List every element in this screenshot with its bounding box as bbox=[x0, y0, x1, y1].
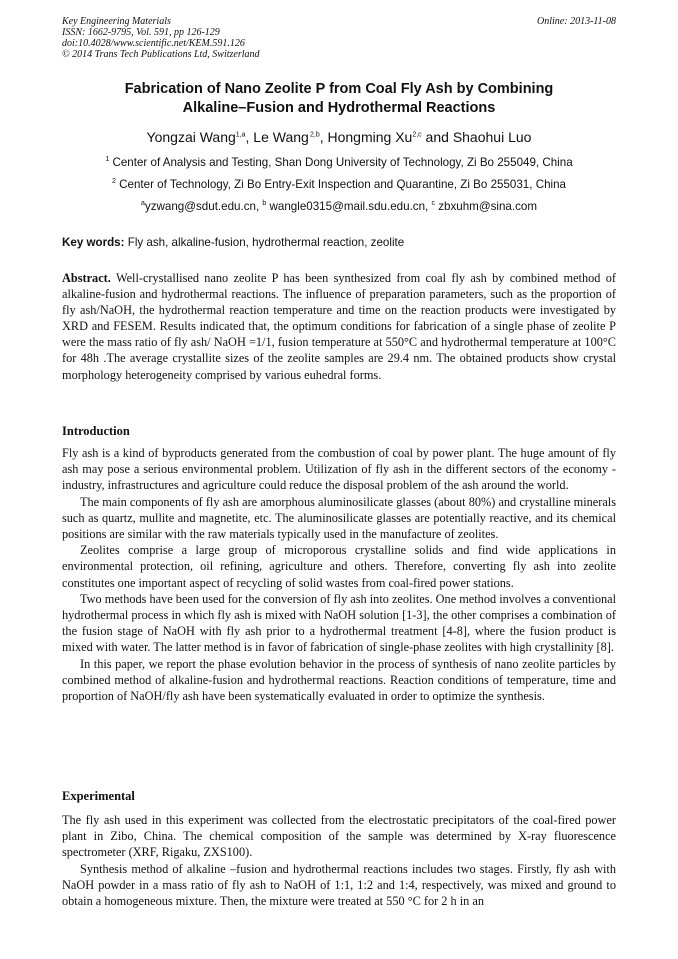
affiliation-superscript: 2 bbox=[112, 178, 116, 186]
email-link[interactable]: zbxuhm@sina.com bbox=[438, 200, 537, 213]
paragraph: Two methods have been used for the conversion of fly ash into zeolites. One method involves a conventional hydrothermal process in which fly ash is mixed with NaOH solution [1-3], the other comprises a combination of the fusion stage of NaOH with fly ash prior to a hydrothermal treatment [4-8], where the fusion product is mixed with water. The latter method is in favor of fabrication of single-phase zeolites with high crystallinity [8]. bbox=[62, 591, 616, 655]
paragraph: Zeolites comprise a large group of microporous crystalline solids and find wide applications in environmental protection, oil refining, agriculture and others. Therefore, converting fly ash into zeolite constitutes one important aspect of recycling of solid wastes from coal-fired power stations. bbox=[62, 543, 616, 590]
author-superscript: 1,a bbox=[235, 131, 246, 139]
author-name: Hongming Xu bbox=[327, 129, 413, 145]
email-superscript: b bbox=[262, 200, 267, 208]
journal-name: Key Engineering Materials bbox=[62, 16, 171, 27]
author-list bbox=[40, 128, 638, 146]
affiliation-text: Center of Technology, Zi Bo Entry-Exit Inspection and Quarantine, Zi Bo 255031, China bbox=[119, 178, 566, 191]
email-superscript: a bbox=[141, 200, 145, 208]
keywords-label: Key words: bbox=[62, 236, 125, 249]
paragraph: The fly ash used in this experiment was collected from the electrostatic precipitators of the coal-fired power plant in Zibo, China. The chemical composition of the sample was determined by X-ray fluorescence spectrometer (XRF, Rigaku, ZXS100). bbox=[62, 813, 616, 860]
affiliation-2 bbox=[40, 178, 638, 192]
email-superscript: c bbox=[431, 200, 435, 208]
author-superscript: 2,b bbox=[309, 131, 320, 139]
author-name: Shaohui Luo bbox=[452, 129, 532, 145]
introduction-heading: Introduction bbox=[62, 424, 130, 438]
paper-title bbox=[60, 80, 618, 118]
paragraph: The main components of fly ash are amorphous aluminosilicate glasses (about 80%) and crystalline minerals such as quartz, mullite and magnetite, etc. The aluminosilicate glasses are potentially reactive, and its chemical positions are similar with the raw materials typically used in the manufacture of zeolites. bbox=[62, 494, 616, 542]
issn-line: ISSN: 1662-9795, Vol. 591, pp 126-129 bbox=[62, 27, 220, 38]
author-name: Yongzai Wang bbox=[146, 129, 236, 145]
author-separator: , bbox=[319, 129, 328, 145]
paragraph: Fly ash is a kind of byproducts generated from the combustion of coal by power plant. The huge amount of fly ash may pose a serious environmental problem. Utilization of fly ash in the different sectors of the economy - industry, infrastructures and agriculture could reduce the disposal problem of the ash around the world. bbox=[62, 446, 616, 493]
affiliation-1 bbox=[40, 156, 638, 170]
online-date: Online: 2013-11-08 bbox=[537, 16, 616, 27]
author-name: Le Wang bbox=[253, 129, 309, 145]
journal-header bbox=[62, 16, 260, 60]
affiliation-superscript: 1 bbox=[105, 156, 110, 164]
email-link[interactable]: wangle0315@mail.sdu.edu.cn, bbox=[269, 200, 432, 213]
title-line-1: Fabrication of Nano Zeolite P from Coal Fly Ash by Combining bbox=[124, 81, 554, 97]
keywords-text: Fly ash, alkaline-fusion, hydrothermal reaction, zeolite bbox=[127, 236, 405, 249]
affiliation-text: Center of Analysis and Testing, Shan Dong University of Technology, Zi Bo 255049, China bbox=[112, 156, 573, 169]
experimental-heading: Experimental bbox=[62, 789, 135, 803]
doi-line: doi:10.4028/www.scientific.net/KEM.591.126 bbox=[62, 38, 245, 49]
email-list bbox=[40, 200, 638, 214]
introduction-section bbox=[62, 445, 616, 704]
author-separator: and bbox=[421, 129, 453, 145]
title-line-2: Alkaline–Fusion and Hydrothermal Reactions bbox=[182, 100, 496, 116]
abstract bbox=[62, 270, 616, 383]
email-link[interactable]: yzwang@sdut.edu.cn, bbox=[144, 200, 263, 213]
author-superscript: 2,c bbox=[412, 131, 422, 139]
paragraph: In this paper, we report the phase evolution behavior in the process of synthesis of nano zeolite particles by combined method of alkaline-fusion and hydrothermal reactions. Reaction conditions of temperature, time and proportion of NaOH/fly ash have been systematically evaluated in order to optimize the synthesis. bbox=[62, 656, 616, 704]
author-separator: , bbox=[245, 129, 254, 145]
copyright-line: © 2014 Trans Tech Publications Ltd, Switzerland bbox=[62, 49, 260, 60]
paragraph: Synthesis method of alkaline –fusion and hydrothermal reactions includes two stages. Firstly, fly ash with NaOH powder in a mass ratio of fly ash to NaOH of 1:1, 1:2 and 1:4, respectively, was mixed and ground to obtain a homogeneous mixture. Then, the mixture were treated at 550 °C for 2 h in an bbox=[62, 861, 616, 909]
experimental-section bbox=[62, 812, 616, 909]
abstract-label: Abstract. bbox=[62, 271, 111, 285]
keywords bbox=[62, 236, 616, 250]
abstract-text: Well-crystallised nano zeolite P has been synthesized from coal fly ash by combined method of alkaline-fusion and hydrothermal reactions. The influence of preparation parameters, such as the proportion of fly ash/NaOH, the hydrothermal reaction temperature and time on the reaction products were investigated by XRD and FESEM. Results indicated that, the optimum conditions for fabrication of a single phase of zeolite P were the mass ratio of fly ash/ NaOH =1/1, fusion temperature at 550°C and hydrothermal temperature at 100°C for 48h .The average crystallite sizes of the zeolite samples are 29.4 nm. The obtained products show crystal morphology heterogeneity comprised by various euhedral forms. bbox=[62, 271, 616, 382]
